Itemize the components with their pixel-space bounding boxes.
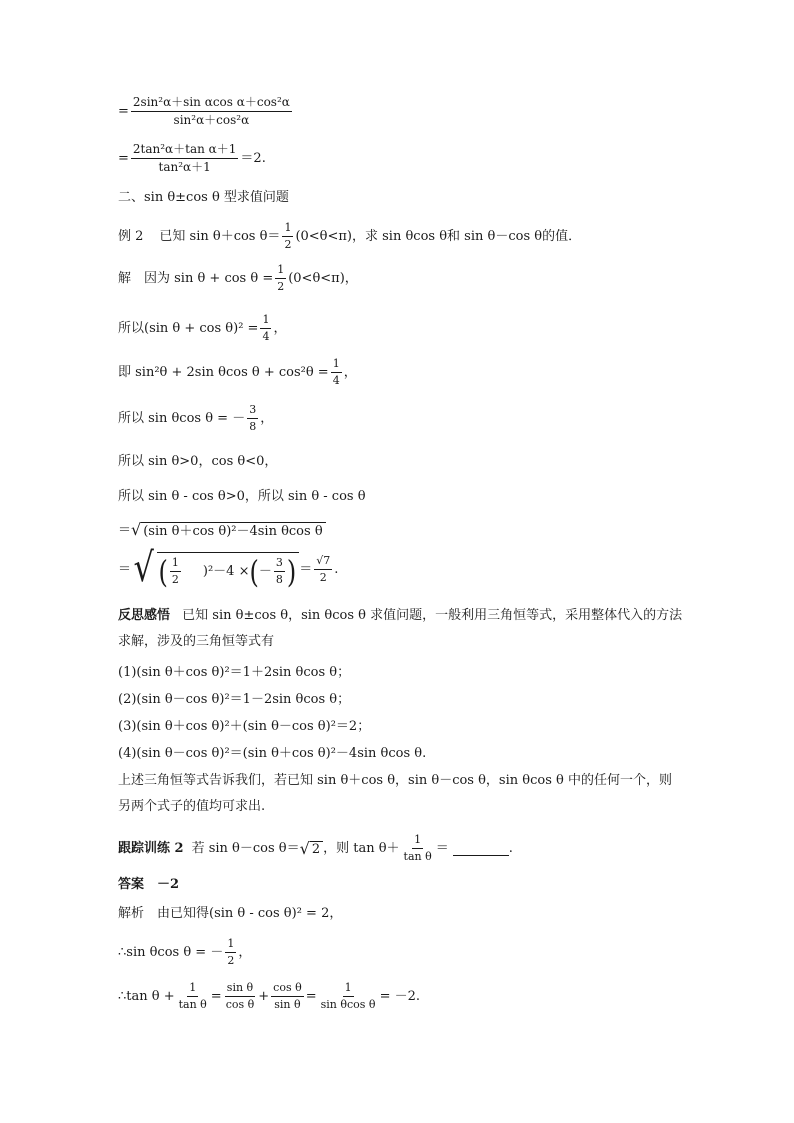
result: ＝2. (240, 151, 266, 167)
left-paren-icon: ( (249, 553, 259, 590)
left-paren-icon: ( (158, 553, 168, 590)
example-text-end: (0<θ<π)，求 sin θcos θ和 sin θ－cos θ的值． (295, 229, 582, 245)
formula-3: (3)(sin θ＋cos θ)²＋(sin θ－cos θ)²＝2； (118, 719, 371, 734)
training-2 (118, 834, 513, 863)
equals-sign: = (210, 989, 222, 1005)
fraction (247, 404, 258, 433)
analysis-text: ∴tan θ + (118, 989, 175, 1005)
example-text: 已知 sin θ＋cos θ＝ (159, 229, 281, 245)
training-text: 若 sin θ－cos θ＝ (191, 841, 300, 857)
note-paragraph: 上述三角恒等式告诉我们，若已知 sin θ＋cos θ，sin θ－cos θ，sin θcos θ 中的任何一个，则另两个式子的值均可求出. (118, 773, 672, 814)
example-2 (118, 222, 581, 251)
period: . (334, 561, 339, 577)
step-1 (118, 314, 286, 343)
numerator: 1 (343, 982, 354, 997)
step-6 (118, 522, 326, 538)
fraction (331, 358, 342, 387)
numerator: 1 (170, 557, 181, 572)
section-heading: 二、sin θ±cos θ 型求值问题 (118, 190, 289, 205)
equals-sign: ＝ (118, 522, 132, 538)
fraction (402, 834, 434, 863)
denominator: 2 (284, 238, 292, 252)
analysis-text: ∴sin θcos θ = － (118, 945, 224, 961)
formula-4: (4)(sin θ－cos θ)²＝(sin θ＋cos θ)²－4sin θcos θ. (118, 746, 427, 761)
reflection-heading: 反思感悟 (118, 608, 171, 623)
denominator: cos θ (225, 998, 255, 1012)
fraction (282, 222, 293, 251)
square-root (131, 522, 326, 538)
solution-text: 解 因为 sin θ + cos θ = (118, 271, 274, 287)
numerator: 1 (187, 982, 198, 997)
training-text-mid: ，则 tan θ＋ (323, 841, 400, 857)
square-root (299, 838, 323, 858)
fraction (224, 982, 257, 1011)
fraction (271, 982, 304, 1011)
equals-sign: ＝ (118, 561, 132, 577)
fraction (177, 982, 209, 1011)
step-text: 所以 sin θcos θ = － (118, 411, 246, 427)
step-2 (118, 358, 357, 387)
step-3 (118, 404, 273, 433)
fraction (260, 314, 271, 343)
equation-line-1 (118, 96, 294, 127)
step-text: 即 sin²θ + 2sin θcos θ + cos²θ = (118, 365, 329, 381)
numerator: 1 (282, 222, 293, 237)
fraction (314, 555, 332, 584)
fraction (131, 143, 239, 174)
denominator: 2 (227, 954, 235, 968)
denominator: tan²α＋1 (158, 160, 211, 175)
denominator: 4 (332, 374, 340, 388)
step-text-end: ， (260, 411, 274, 427)
numerator: sin θ (225, 982, 255, 997)
step-text: 所以(sin θ + cos θ)² = (118, 321, 259, 337)
formula-2: (2)(sin θ－cos θ)²＝1－2sin θcos θ； (118, 692, 351, 707)
right-paren-icon: ) (286, 553, 297, 590)
analysis-line-1: 解析 由已知得(sin θ - cos θ)² = 2， (118, 906, 343, 921)
radical-icon: √ (299, 838, 310, 858)
step-5: 所以 sin θ - cos θ>0，所以 sin θ - cos θ (118, 489, 366, 504)
numerator: 1 (260, 314, 271, 329)
solution-line (118, 264, 358, 293)
radicand: (sin θ＋cos θ)²－4sin θcos θ (141, 522, 325, 538)
denominator: 8 (275, 573, 283, 587)
training-text-end: ＝ (435, 841, 449, 857)
denominator: sin²α＋cos²α (173, 113, 250, 128)
step-text-end: ， (343, 365, 357, 381)
step-text-end: ， (273, 321, 287, 337)
analysis-line-3 (118, 982, 420, 1011)
denominator: 4 (262, 330, 270, 344)
reflection-paragraph (118, 603, 684, 655)
plus-sign: + (258, 989, 270, 1005)
analysis-line-2 (118, 938, 251, 967)
step-7 (118, 545, 339, 591)
equals-sign: ＝ (299, 561, 313, 577)
answer-line: 答案 －2 (118, 877, 180, 892)
fraction (319, 982, 378, 1011)
square-root (131, 545, 299, 591)
solution-text-end: (0<θ<π)， (288, 271, 358, 287)
radical-icon: √ (131, 520, 142, 539)
period: . (508, 841, 513, 857)
denominator: 2 (319, 570, 327, 584)
denominator: sin θcos θ (320, 998, 376, 1012)
training-label: 跟踪训练 2 (118, 841, 184, 857)
formula-1: (1)(sin θ＋cos θ)²＝1＋2sin θcos θ； (118, 665, 351, 680)
denominator: sin θ (274, 998, 301, 1012)
numerator: 1 (331, 358, 342, 373)
analysis-text-end: ， (238, 945, 252, 961)
step-4: 所以 sin θ>0，cos θ<0， (118, 454, 278, 469)
denominator: tan θ (403, 850, 432, 864)
equation-line-2 (118, 143, 266, 174)
example-label: 例 2 (118, 229, 144, 245)
fraction (275, 264, 286, 293)
numerator: 1 (412, 834, 423, 849)
fraction (170, 557, 181, 586)
denominator: 2 (277, 280, 285, 294)
radical-icon: √ (133, 545, 154, 591)
numerator: 3 (274, 557, 285, 572)
denominator: tan θ (178, 998, 207, 1012)
equals-sign: = (118, 151, 129, 167)
numerator: 3 (247, 404, 258, 419)
numerator: 2tan²α＋tan α＋1 (131, 143, 239, 159)
denominator: 2 (171, 573, 179, 587)
answer-blank (453, 842, 509, 856)
numerator: cos θ (271, 982, 304, 997)
fraction (225, 938, 236, 967)
numerator: 1 (275, 264, 286, 279)
radicand-middle: )²－4 × (202, 564, 250, 580)
fraction (131, 96, 292, 127)
analysis-result: = －2. (379, 989, 420, 1005)
fraction (274, 557, 285, 586)
reflection-text: 已知 sin θ±cos θ，sin θcos θ 求值问题，一般利用三角恒等式，采用整体代入的方法求解，涉及的三角恒等式有 (118, 608, 683, 649)
equals-sign: = (305, 989, 317, 1005)
radicand (157, 552, 300, 590)
equals-sign: = (118, 104, 129, 120)
numerator: 1 (225, 938, 236, 953)
radicand: 2 (310, 841, 323, 857)
numerator: 2sin²α＋sin αcos α＋cos²α (131, 96, 292, 112)
denominator: 8 (249, 420, 257, 434)
numerator: √7 (314, 555, 332, 570)
minus-sign: － (258, 564, 272, 580)
